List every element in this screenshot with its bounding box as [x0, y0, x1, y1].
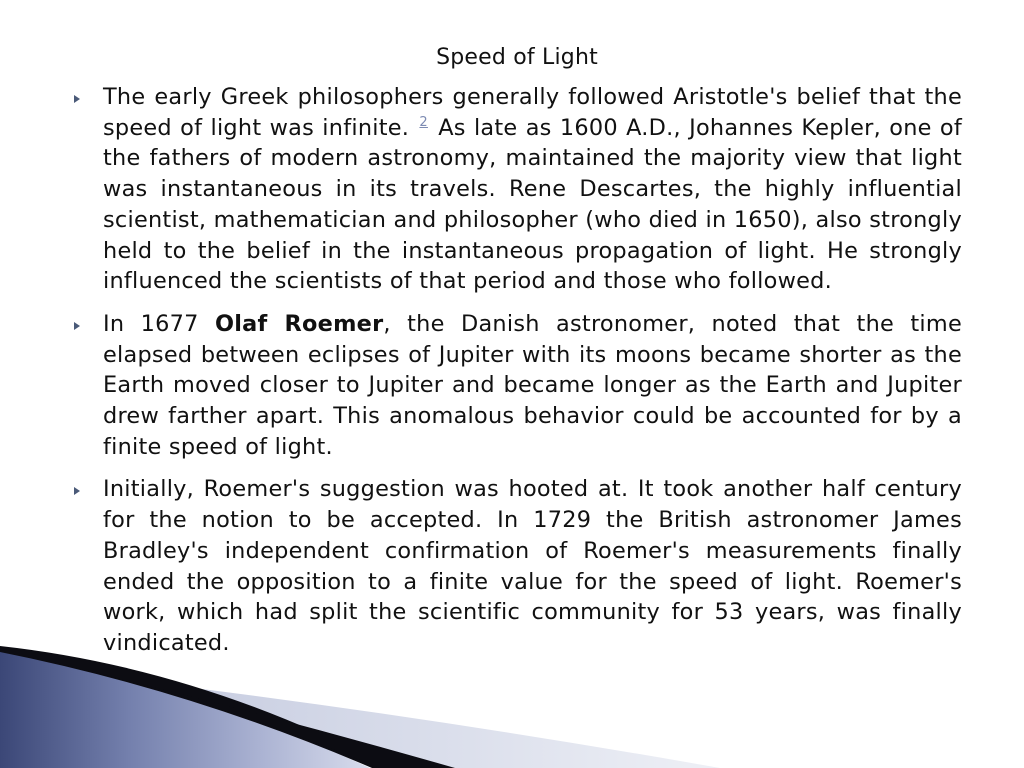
slide-title: Speed of Light: [436, 45, 598, 70]
bullet-text: , the Danish astronomer, noted that the time elapsed between eclipses of Jupiter with its moons became shorter as the Earth moved closer to Jupiter and became longer as the Earth and Jupiter drew farther apart. This anomalous behavior could be accounted for by a finite speed of light.: [103, 310, 962, 460]
bullet-text: The early Greek philosophers generally followed Aristotle's belief that the speed of light was infinite.: [103, 84, 962, 141]
bullet-item: [72, 309, 962, 463]
triangle-right-icon: [74, 322, 80, 330]
bullet-text: As late as 1600 A.D., Johannes Kepler, one of the fathers of modern astronomy, maintained the majority view that light was instantaneous in its travels. Rene Descartes, the highly influential scientist, mathematician and philosopher (who died in 1650), also strongly held to the belief in the instantaneous propagation of light. He strongly influenced the scientists of that period and those who followed.: [103, 114, 963, 295]
bullet-text: Initially, Roemer's suggestion was hooted at. It took another half century for the notion to be accepted. In 1729 the British astronomer James Bradley's independent confirmation of Roemer's measurements finally ended the opposition to a finite value for the speed of light. Roemer's work, which had split the scientific community for 53 years, was finally vindicated.: [103, 476, 962, 656]
footnote-link[interactable]: 2: [419, 115, 428, 131]
triangle-right-icon: [74, 95, 80, 103]
triangle-right-icon: [74, 487, 80, 495]
bullet-item: [72, 82, 962, 297]
bullet-text: In 1677: [103, 310, 199, 337]
bullet-emphasis-name: Olaf Roemer: [214, 310, 384, 337]
bullet-item: [72, 474, 962, 658]
bullet-list: [72, 82, 962, 671]
